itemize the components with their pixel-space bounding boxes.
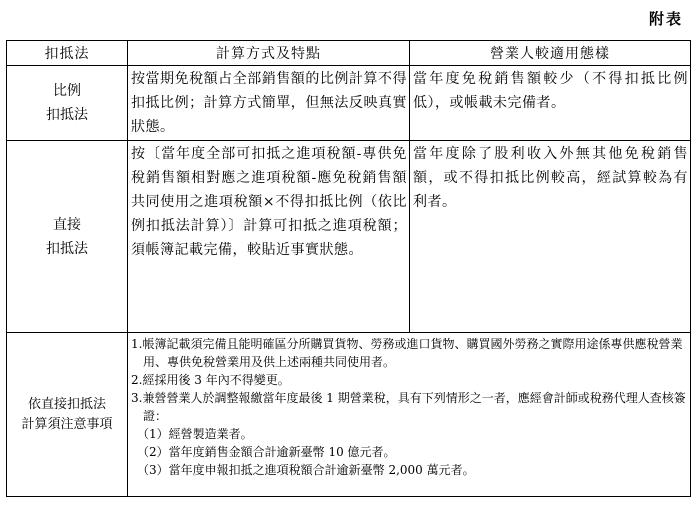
notes-list: [128, 333, 691, 497]
note-item: 3.兼營營業人於調整報繳當年度最後 1 期營業稅，具有下列情形之一者，應經會計師或稅務代理人查核簽證：: [131, 391, 686, 423]
row-label-line: 扣抵法: [46, 107, 88, 123]
table-row-proportional: [7, 66, 691, 141]
table-row-notes: [7, 333, 691, 497]
row-label-proportional: [7, 66, 128, 141]
comparison-table: [6, 40, 691, 497]
note-subitem: （3）當年度申報扣抵之進項稅額合計逾新臺幣 2,000 萬元者。: [137, 463, 475, 477]
row-label-notes: [7, 333, 128, 497]
row-label-line: 計算須注意事項: [21, 416, 113, 432]
table-row-direct: [7, 141, 691, 333]
header-method-type: 扣抵法: [7, 41, 128, 66]
suitable-proportional: 當年度免稅銷售額較少（不得扣抵比例低），或帳載未完備者。: [410, 66, 691, 141]
row-label-line: 扣抵法: [46, 240, 88, 257]
note-item: 2.經採用後 3 年內不得變更。: [131, 373, 290, 387]
suitable-direct: 當年度除了股利收入外無其他免稅銷售額，或不得扣抵比例較高，經試算較為有利者。: [410, 141, 691, 333]
appendix-title: 附表: [648, 10, 683, 28]
row-label-direct: [7, 141, 128, 333]
note-subitem: （1）經營製造業者。: [137, 427, 253, 441]
method-proportional: 按當期免稅額占全部銷售額的比例計算不得扣抵比例；計算方式簡單，但無法反映真實狀態。: [128, 66, 410, 141]
method-direct: 按〔當年度全部可扣抵之進項稅額-專供免稅銷售額相對應之進項稅額-應免稅銷售額共同使用之進項稅額×不得扣抵比例（依比例扣抵法計算）〕計算可扣抵之進項稅額；須帳簿記載完備，較貼近事實狀態。: [128, 141, 410, 333]
note-item: 1.帳簿記載須完備且能明確區分所購買貨物、勞務或進口貨物、購買國外勞務之實際用途係專供應稅營業用、專供免稅營業用及供上述兩種共同使用者。: [131, 337, 683, 369]
table-header-row: [7, 41, 691, 66]
note-subitem: （2）當年度銷售金額合計逾新臺幣 10 億元者。: [137, 445, 396, 459]
row-label-line: 比例: [53, 83, 81, 99]
row-label-line: 直接: [53, 216, 81, 233]
header-calculation: 計算方式及特點: [128, 41, 410, 66]
row-label-line: 依直接扣抵法: [27, 396, 106, 412]
header-suitable: 營業人較適用態樣: [410, 41, 691, 66]
